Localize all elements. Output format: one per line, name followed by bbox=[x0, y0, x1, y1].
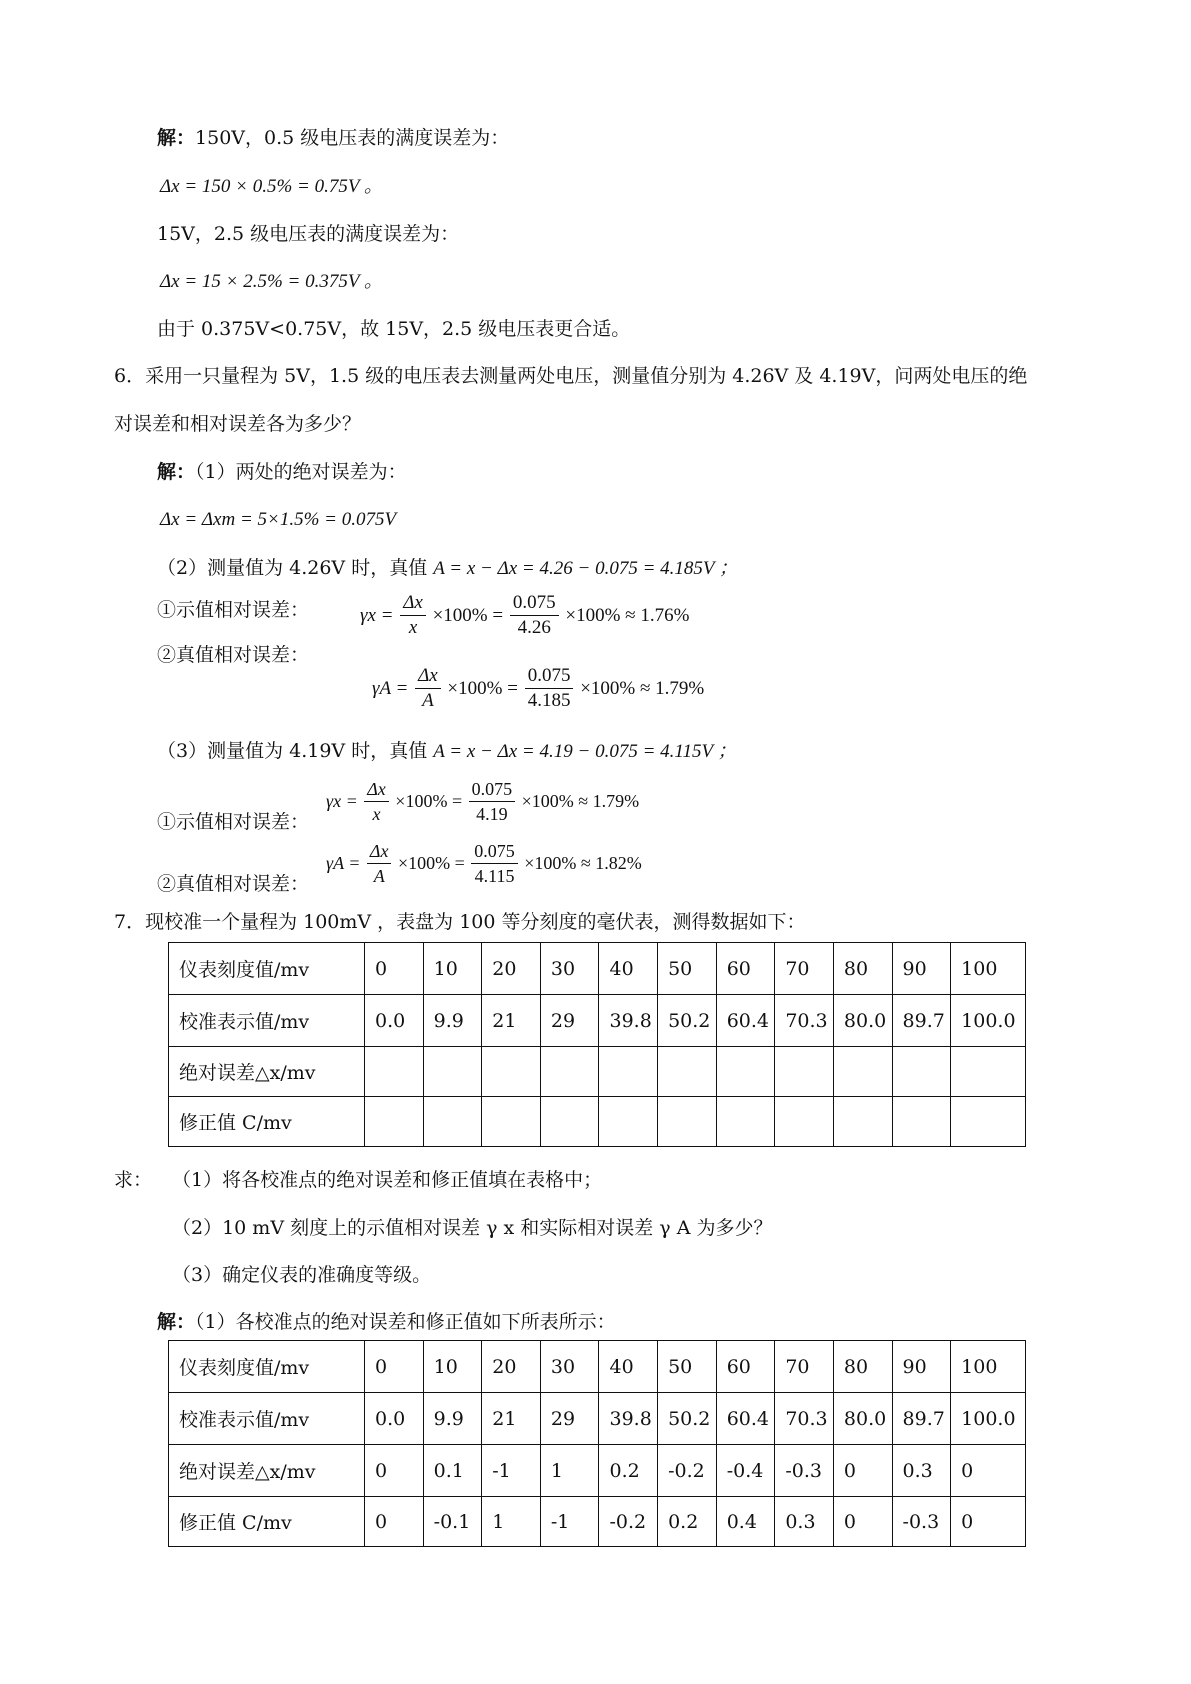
table-cell: 0.0 bbox=[365, 1393, 424, 1445]
denominator: x bbox=[372, 804, 381, 824]
solution-label: 解： bbox=[157, 1311, 196, 1333]
formula-tail: ×100% ≈ 1.79% bbox=[580, 677, 705, 699]
equation: Δx = Δxm = 5×1.5% = 0.075V bbox=[160, 509, 397, 530]
question-7: 7．现校准一个量程为 100mV ，表盘为 100 等分刻度的毫伏表，测得数据如下： bbox=[114, 911, 806, 933]
table-row bbox=[169, 1047, 1026, 1097]
table-cell: -0.3 bbox=[892, 1497, 951, 1547]
formula-4 bbox=[326, 840, 642, 887]
table-cell: 100.0 bbox=[951, 995, 1026, 1047]
table-cell bbox=[716, 1047, 775, 1097]
formula-2 bbox=[372, 665, 704, 712]
table-cell: 90 bbox=[892, 943, 951, 995]
table-cell: 90 bbox=[892, 1341, 951, 1393]
formula-mid: ×100% = bbox=[447, 677, 518, 699]
denominator: 4.185 bbox=[527, 690, 571, 711]
table-cell: 1 bbox=[540, 1445, 599, 1497]
fraction bbox=[471, 840, 518, 887]
table-row bbox=[169, 1445, 1026, 1497]
label: ②真值相对误差： bbox=[157, 873, 310, 895]
table-cell: 80.0 bbox=[833, 1393, 892, 1445]
table-cell: 70.3 bbox=[775, 995, 834, 1047]
numerator: 0.075 bbox=[469, 778, 516, 802]
table-cell: 21 bbox=[482, 1393, 541, 1445]
text: 150V，0.5 级电压表的满度误差为： bbox=[195, 127, 510, 149]
table-cell: 60.4 bbox=[716, 995, 775, 1047]
table-cell: 70 bbox=[775, 1341, 834, 1393]
table-cell: 0 bbox=[833, 1445, 892, 1497]
table-row bbox=[169, 1393, 1026, 1445]
table-cell: 80.0 bbox=[833, 995, 892, 1047]
fraction bbox=[415, 665, 441, 712]
formula-lhs: γA = bbox=[326, 853, 361, 873]
table-cell: 50 bbox=[658, 943, 717, 995]
table-cell bbox=[775, 1097, 834, 1147]
numerator: Δx bbox=[364, 778, 389, 802]
table-cell: 50.2 bbox=[658, 1393, 717, 1445]
text: （1）各校准点的绝对误差和修正值如下所表所示： bbox=[195, 1311, 616, 1333]
row-header-cell: 校准表示值/mv bbox=[169, 995, 365, 1047]
table-cell: -0.1 bbox=[423, 1497, 482, 1547]
table-cell bbox=[599, 1097, 658, 1147]
numerator: 0.075 bbox=[471, 840, 518, 864]
table-cell: 50.2 bbox=[658, 995, 717, 1047]
numerator: 0.075 bbox=[510, 592, 559, 616]
table-cell: 0.0 bbox=[365, 995, 424, 1047]
solution-label: 解： bbox=[157, 127, 196, 149]
q5-solution-intro bbox=[157, 126, 509, 150]
table-cell bbox=[951, 1047, 1026, 1097]
formula-mid: ×100% = bbox=[432, 604, 504, 626]
table-cell: 70 bbox=[775, 943, 834, 995]
label: ①示值相对误差： bbox=[157, 599, 310, 621]
table-cell bbox=[482, 1047, 541, 1097]
table-cell bbox=[365, 1047, 424, 1097]
table-cell: 40 bbox=[599, 943, 658, 995]
table-cell: 20 bbox=[482, 1341, 541, 1393]
table-cell bbox=[540, 1047, 599, 1097]
table-cell bbox=[482, 1097, 541, 1147]
table-cell: 50 bbox=[658, 1341, 717, 1393]
table-cell: 29 bbox=[540, 995, 599, 1047]
denominator: A bbox=[373, 866, 385, 886]
text: 15V，2.5 级电压表的满度误差为： bbox=[157, 223, 460, 245]
table-cell: 9.9 bbox=[423, 995, 482, 1047]
denominator: A bbox=[422, 690, 434, 711]
label: ②真值相对误差： bbox=[157, 644, 310, 666]
numerator: Δx bbox=[400, 592, 426, 616]
table-row bbox=[169, 1341, 1026, 1393]
table-cell bbox=[833, 1097, 892, 1147]
table-cell: 89.7 bbox=[892, 995, 951, 1047]
formula-1 bbox=[360, 592, 689, 639]
text: （3）测量值为 4.19V 时，真值 bbox=[157, 740, 428, 762]
table-cell: 20 bbox=[482, 943, 541, 995]
question-6-line-1: 6．采用一只量程为 5V，1.5 级的电压表去测量两处电压，测量值分别为 4.26V 及 4.19V，问两处电压的绝 bbox=[114, 365, 1028, 387]
row-header-cell: 仪表刻度值/mv bbox=[169, 943, 365, 995]
table-row bbox=[169, 1497, 1026, 1547]
formula-lhs: γx = bbox=[326, 791, 358, 811]
table-cell: -0.3 bbox=[775, 1445, 834, 1497]
row-header-cell: 仪表刻度值/mv bbox=[169, 1341, 365, 1393]
table-cell: 100.0 bbox=[951, 1393, 1026, 1445]
table-cell: 0.2 bbox=[658, 1497, 717, 1547]
table-cell: 29 bbox=[540, 1393, 599, 1445]
numerator: Δx bbox=[415, 665, 441, 689]
table-cell bbox=[658, 1097, 717, 1147]
row-header-cell: 校准表示值/mv bbox=[169, 1393, 365, 1445]
numerator: Δx bbox=[367, 840, 392, 864]
table-cell: 39.8 bbox=[599, 1393, 658, 1445]
table-cell bbox=[775, 1047, 834, 1097]
data-table-answer bbox=[168, 1340, 1026, 1547]
fraction bbox=[400, 592, 426, 639]
denominator: 4.115 bbox=[474, 866, 515, 886]
equation: Δx = 15 × 2.5% = 0.375V 。 bbox=[160, 271, 383, 292]
label: ①示值相对误差： bbox=[157, 811, 310, 833]
formula-lhs: γA = bbox=[372, 677, 409, 699]
table-cell: 0.3 bbox=[775, 1497, 834, 1547]
ask-3: （3）确定仪表的准确度等级。 bbox=[172, 1264, 432, 1286]
table-cell: 0 bbox=[365, 1445, 424, 1497]
row-header-cell: 修正值 C/mv bbox=[169, 1497, 365, 1547]
table-cell: 39.8 bbox=[599, 995, 658, 1047]
table-cell: -0.2 bbox=[599, 1497, 658, 1547]
fraction bbox=[469, 778, 516, 825]
ask-label: 求： bbox=[114, 1169, 153, 1191]
table-cell: -0.4 bbox=[716, 1445, 775, 1497]
table-cell: 0 bbox=[833, 1497, 892, 1547]
row-header-cell: 绝对误差△x/mv bbox=[169, 1445, 365, 1497]
table-cell: 80 bbox=[833, 943, 892, 995]
table-cell bbox=[423, 1047, 482, 1097]
table-cell: 1 bbox=[482, 1497, 541, 1547]
table-cell bbox=[833, 1047, 892, 1097]
q7-solution-intro bbox=[157, 1310, 616, 1334]
row-header-cell: 修正值 C/mv bbox=[169, 1097, 365, 1147]
table-cell bbox=[365, 1097, 424, 1147]
row-header-cell: 绝对误差△x/mv bbox=[169, 1047, 365, 1097]
table-cell: 10 bbox=[423, 943, 482, 995]
formula-tail: ×100% ≈ 1.82% bbox=[524, 853, 642, 873]
ask-2: （2）10 mV 刻度上的示值相对误差 γ x 和实际相对误差 γ A 为多少？ bbox=[172, 1217, 773, 1239]
table-cell: 10 bbox=[423, 1341, 482, 1393]
table-cell: 60 bbox=[716, 943, 775, 995]
table-cell: 89.7 bbox=[892, 1393, 951, 1445]
table-cell: 0 bbox=[951, 1497, 1026, 1547]
table-cell: 30 bbox=[540, 1341, 599, 1393]
equation: A = x − Δx = 4.19 − 0.075 = 4.115V ； bbox=[433, 741, 737, 762]
table-cell bbox=[599, 1047, 658, 1097]
denominator: 4.26 bbox=[517, 617, 551, 638]
table-cell: 9.9 bbox=[423, 1393, 482, 1445]
table-row bbox=[169, 943, 1026, 995]
table-cell bbox=[540, 1097, 599, 1147]
table-cell bbox=[951, 1097, 1026, 1147]
table-row bbox=[169, 995, 1026, 1047]
formula-lhs: γx = bbox=[360, 604, 394, 626]
table-cell: 60.4 bbox=[716, 1393, 775, 1445]
table-cell: 0.3 bbox=[892, 1445, 951, 1497]
table-cell: 0 bbox=[951, 1445, 1026, 1497]
q6-part-3 bbox=[157, 739, 737, 764]
formula-mid: ×100% = bbox=[397, 853, 465, 873]
denominator: 4.19 bbox=[476, 804, 508, 824]
question-6-line-2: 对误差和相对误差各为多少？ bbox=[114, 413, 362, 435]
formula-mid: ×100% = bbox=[395, 791, 463, 811]
table-cell: 0 bbox=[365, 1341, 424, 1393]
fraction bbox=[364, 778, 389, 825]
table-cell: 100 bbox=[951, 1341, 1026, 1393]
table-cell: 0.4 bbox=[716, 1497, 775, 1547]
text: （2）测量值为 4.26V 时，真值 bbox=[157, 557, 428, 579]
data-table-blank bbox=[168, 942, 1026, 1147]
table-cell bbox=[892, 1097, 951, 1147]
table-cell: 100 bbox=[951, 943, 1026, 995]
table-cell bbox=[423, 1097, 482, 1147]
formula-3 bbox=[326, 778, 639, 825]
table-cell: -0.2 bbox=[658, 1445, 717, 1497]
table-body bbox=[169, 943, 1026, 1147]
table-cell: 0 bbox=[365, 943, 424, 995]
q6-part-2 bbox=[157, 556, 738, 581]
table-cell: 60 bbox=[716, 1341, 775, 1393]
table-cell: 40 bbox=[599, 1341, 658, 1393]
q6-solution-intro bbox=[157, 460, 407, 484]
conclusion: 由于 0.375V<0.75V，故 15V，2.5 级电压表更合适。 bbox=[157, 318, 631, 340]
table-cell bbox=[658, 1047, 717, 1097]
table-cell bbox=[716, 1097, 775, 1147]
table-row bbox=[169, 1097, 1026, 1147]
table-cell: 30 bbox=[540, 943, 599, 995]
equation: A = x − Δx = 4.26 − 0.075 = 4.185V ； bbox=[433, 558, 738, 579]
formula-tail: ×100% ≈ 1.79% bbox=[521, 791, 640, 811]
solution-label: 解： bbox=[157, 461, 196, 483]
table-cell: 0 bbox=[365, 1497, 424, 1547]
table-cell: 0.1 bbox=[423, 1445, 482, 1497]
numerator: 0.075 bbox=[525, 665, 574, 689]
table-cell: 0.2 bbox=[599, 1445, 658, 1497]
table-cell bbox=[892, 1047, 951, 1097]
denominator: x bbox=[408, 617, 418, 638]
table-cell: -1 bbox=[540, 1497, 599, 1547]
fraction bbox=[510, 592, 559, 639]
fraction bbox=[367, 840, 392, 887]
equation: Δx = 150 × 0.5% = 0.75V 。 bbox=[160, 176, 383, 197]
ask-1: （1）将各校准点的绝对误差和修正值填在表格中； bbox=[172, 1169, 603, 1191]
table-cell: 70.3 bbox=[775, 1393, 834, 1445]
table-cell: -1 bbox=[482, 1445, 541, 1497]
table-cell: 80 bbox=[833, 1341, 892, 1393]
text: （1）两处的绝对误差为： bbox=[195, 461, 407, 483]
table-body bbox=[169, 1341, 1026, 1547]
table-cell: 21 bbox=[482, 995, 541, 1047]
formula-tail: ×100% ≈ 1.76% bbox=[565, 604, 690, 626]
fraction bbox=[525, 665, 574, 712]
